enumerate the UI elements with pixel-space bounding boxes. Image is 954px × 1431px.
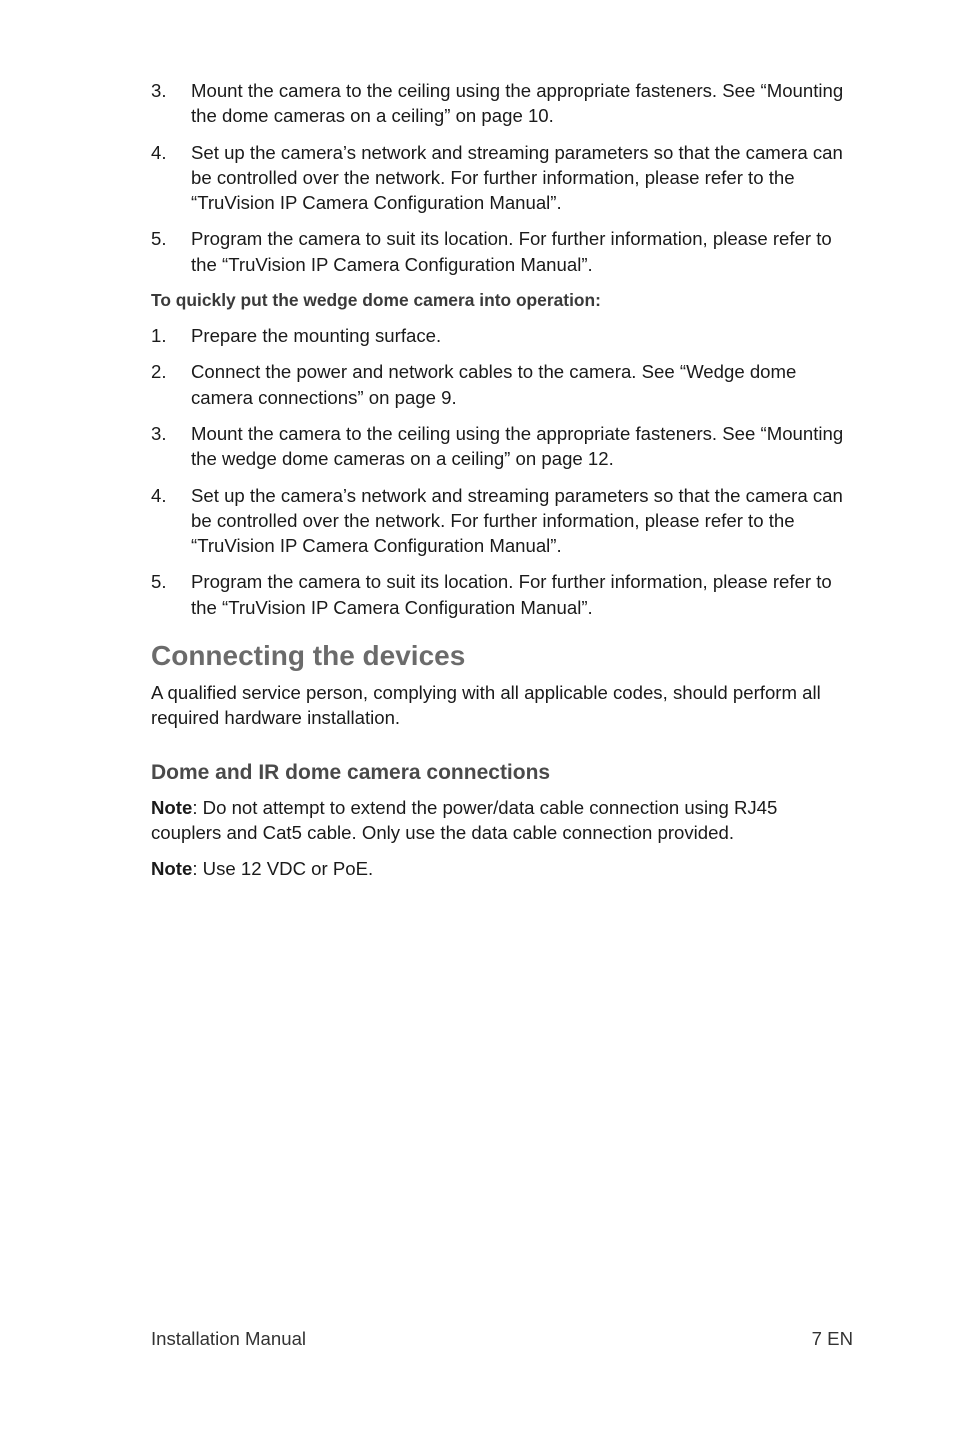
step-number: 5. (151, 571, 167, 593)
list-item (151, 483, 851, 559)
page-body (151, 78, 851, 893)
step-number: 3. (151, 422, 167, 444)
list-item (151, 323, 851, 348)
step-text: Connect the power and network cables to the camera. See “Wedge dome camera connections” on page 9. (191, 361, 797, 408)
step-number: 1. (151, 325, 167, 347)
footer-document-title: Installation Manual (151, 1328, 307, 1349)
step-text: Mount the camera to the ceiling using the appropriate fasteners. See “Mounting the dome cameras on a ceiling” on page 10. (191, 80, 844, 127)
list-item (151, 78, 851, 129)
step-text: Set up the camera’s network and streaming parameters so that the camera can be controlled over the network. For further information, please refer to the “TruVision IP Camera Configuration Manual”. (191, 141, 843, 214)
step-number: 2. (151, 361, 167, 383)
note-text: : Use 12 VDC or PoE. (192, 858, 374, 880)
step-number: 3. (151, 80, 167, 101)
list-item (151, 569, 851, 620)
footer-page-number: 7 EN (811, 1328, 853, 1349)
step-number: 4. (151, 484, 167, 506)
note-paragraph (151, 795, 851, 846)
note-label: Note (151, 858, 193, 880)
subsection-heading-dome-connections: Dome and IR dome camera connections (151, 760, 551, 784)
wedge-procedure-heading: To quickly put the wedge dome camera into operation: (151, 290, 601, 311)
note-label: Note (151, 796, 193, 818)
step-text: Prepare the mounting surface. (191, 325, 442, 347)
page-footer (151, 1326, 853, 1352)
wedge-steps (151, 323, 851, 620)
step-text: Program the camera to suit its location. For further information, please refer to the “TruVision IP Camera Configuration Manual”. (191, 571, 832, 618)
note-text: : Do not attempt to extend the power/data cable connection using RJ45 couplers and Cat5 cable. Only use the data cable connection provided. (151, 796, 778, 843)
list-item (151, 359, 851, 410)
step-number: 4. (151, 141, 167, 163)
step-text: Program the camera to suit its location. For further information, please refer to the “TruVision IP Camera Configuration Manual”. (191, 228, 832, 275)
step-text: Set up the camera’s network and streaming parameters so that the camera can be controlled over the network. For further information, please refer to the “TruVision IP Camera Configuration Manual”. (191, 484, 843, 557)
connecting-intro: A qualified service person, complying with all applicable codes, should perform all required hardware installation. (151, 682, 821, 729)
section-heading-connecting: Connecting the devices (151, 640, 466, 672)
step-text: Mount the camera to the ceiling using the appropriate fasteners. See “Mounting the wedge dome cameras on a ceiling” on page 12. (191, 422, 844, 470)
list-item (151, 140, 851, 216)
list-item (151, 226, 851, 277)
step-number: 5. (151, 228, 167, 250)
note-paragraph (151, 856, 851, 881)
list-item (151, 421, 851, 472)
dome-steps-continued (151, 78, 851, 277)
